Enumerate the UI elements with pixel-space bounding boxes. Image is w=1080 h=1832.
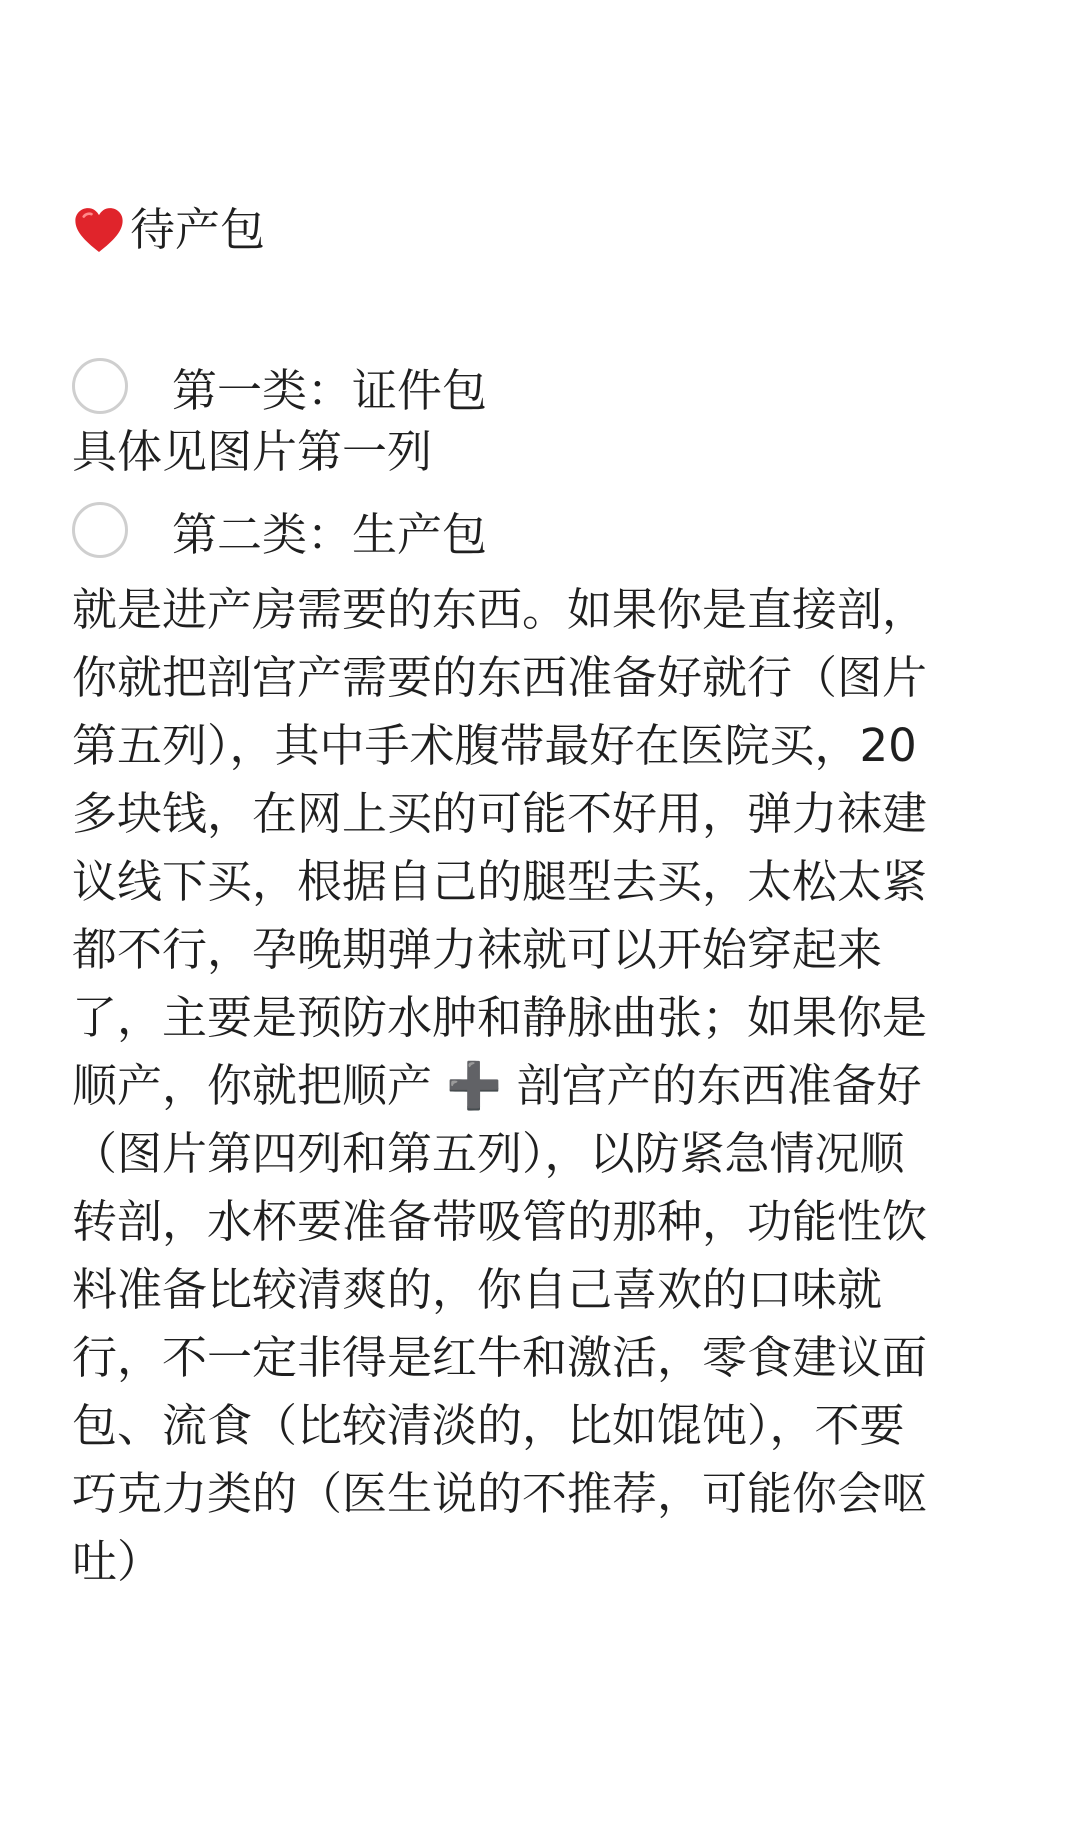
text-line: 都不行，孕晚期弹力袜就可以开始穿起来 (72, 923, 883, 976)
body-paragraph (72, 576, 1008, 1596)
text-line: 第五列），其中手术腹带最好在医院买，20 (72, 719, 917, 772)
text-line: 你就把剖宫产需要的东西准备好就行（图片 (72, 651, 928, 704)
item-certificates[interactable] (72, 352, 487, 420)
text-line: 顺产，你就把顺产 ➕ 剖宫产的东西准备好 (72, 1059, 922, 1112)
heart-icon (72, 203, 126, 257)
item-delivery[interactable] (72, 496, 487, 564)
item-label: 第二类：生产包 (172, 507, 488, 561)
text-line: 多块钱，在网上买的可能不好用，弹力袜建 (72, 787, 928, 840)
page-title-text: 待产包 (130, 203, 266, 256)
text-line: （图片第四列和第五列），以防紧急情况顺 (72, 1127, 905, 1180)
text-line: 料准备比较清爽的，你自己喜欢的口味就 (72, 1263, 883, 1316)
text-line: 巧克力类的（医生说的不推荐，可能你会呕 (72, 1467, 928, 1520)
radio-circle-icon[interactable] (72, 358, 128, 414)
radio-circle-icon[interactable] (72, 502, 128, 558)
text-line: 包、流食（比较清淡的，比如馄饨），不要 (72, 1399, 905, 1452)
item-description: 具体见图片第一列 (72, 425, 433, 478)
text-line: 行，不一定非得是红牛和激活，零食建议面 (72, 1331, 928, 1384)
text-line: 议线下买，根据自己的腿型去买，太松太紧 (72, 855, 928, 908)
text-line: 转剖，水杯要准备带吸管的那种，功能性饮 (72, 1195, 928, 1248)
item-label: 第一类：证件包 (172, 363, 488, 417)
page-title (72, 196, 265, 264)
text-line: 了，主要是预防水肿和静脉曲张；如果你是 (72, 991, 928, 1044)
text-line: 吐） (72, 1535, 163, 1588)
text-line: 就是进产房需要的东西。如果你是直接剖， (72, 583, 928, 636)
